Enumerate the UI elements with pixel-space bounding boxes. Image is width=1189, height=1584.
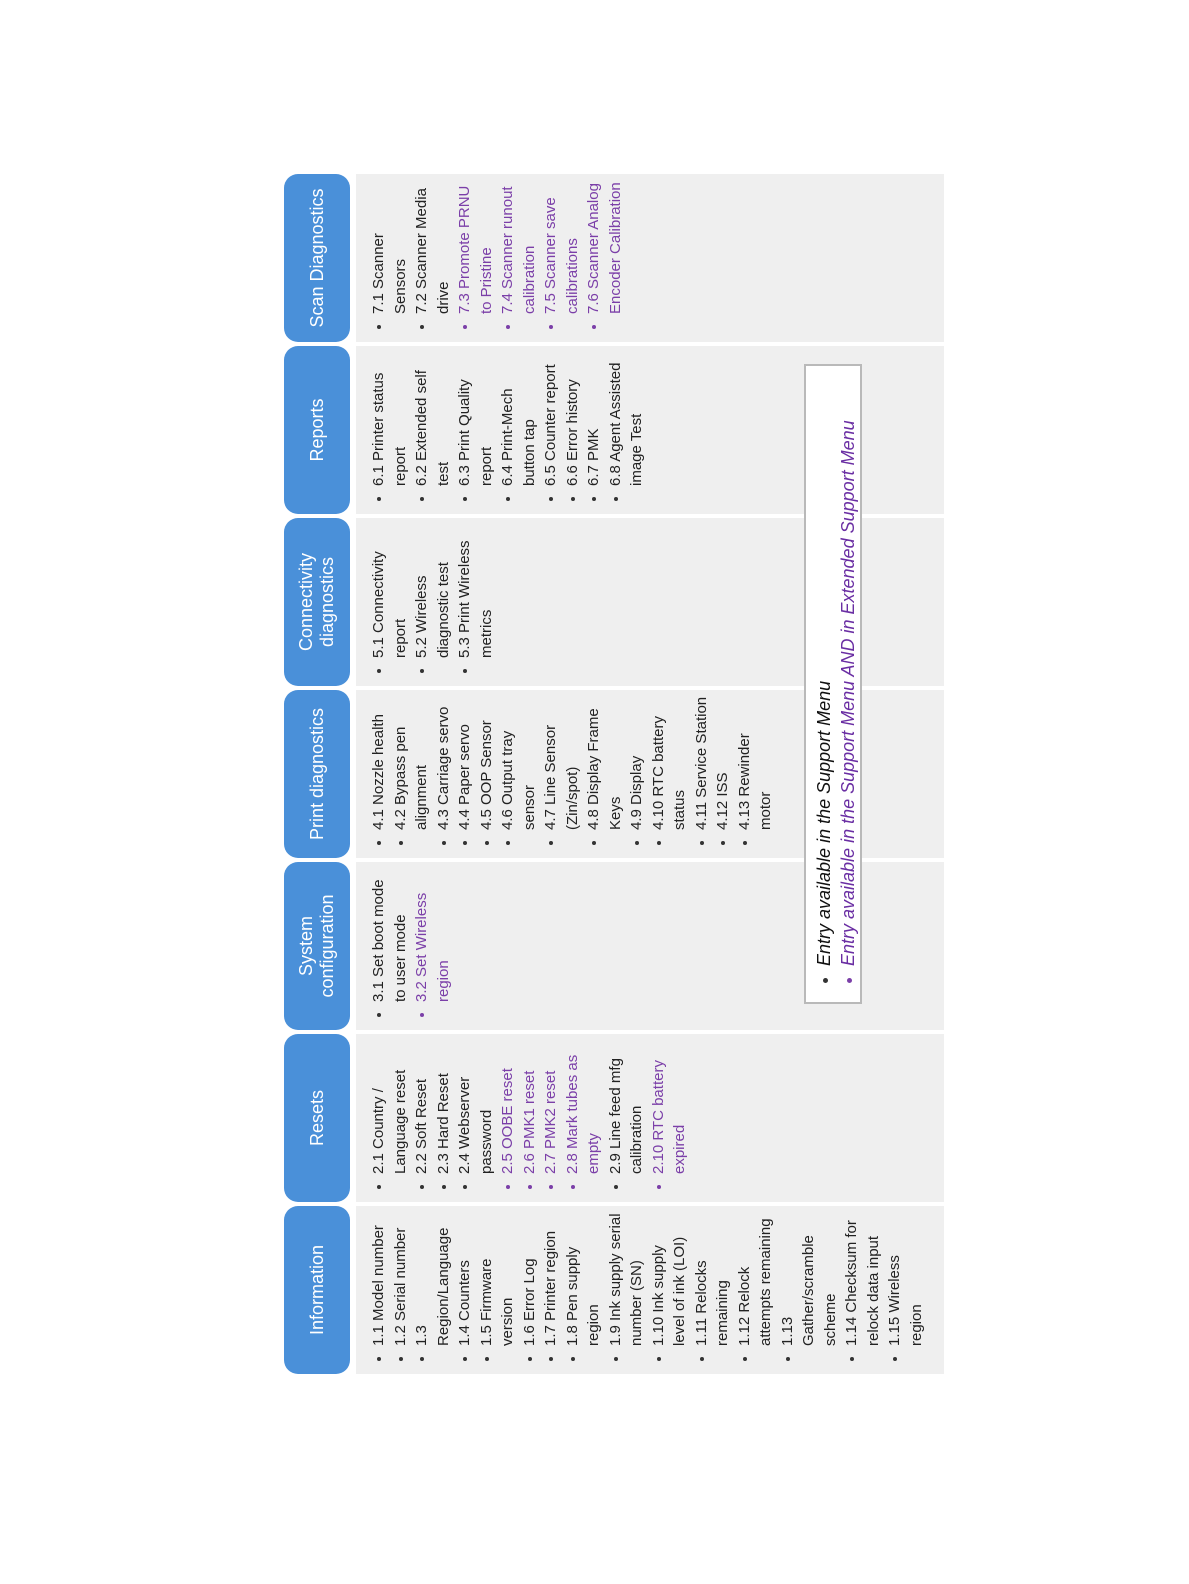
list-item: • 1.10 Ink supply level of ink (LOI)	[648, 1212, 691, 1346]
legend-support-menu: • Entry available in the Support Menu	[812, 366, 836, 966]
list-item: • 2.10 RTC battery expired	[648, 1040, 691, 1174]
list-item: • 7.5 Scanner save calibrations	[540, 180, 583, 314]
column-panel	[356, 174, 944, 342]
list-item: • 1.11 Relocks remaining	[691, 1212, 734, 1346]
list-item: • 2.7 PMK2 reset	[540, 1040, 562, 1174]
list-item: • 1.8 Pen supply region	[562, 1212, 605, 1346]
list-item: • 3.1 Set boot mode to user mode	[368, 868, 411, 1002]
list-item: • 1.4 Counters	[454, 1212, 476, 1346]
column-header: Scan Diagnostics	[284, 174, 350, 342]
list-item: • 4.4 Paper servo	[454, 696, 476, 830]
column-header: Connectivity diagnostics	[284, 518, 350, 686]
list-item: • 2.9 Line feed mfg calibration	[605, 1040, 648, 1174]
list-item: • 4.12 ISS	[712, 696, 734, 830]
list-item: • 1.1 Model number	[368, 1212, 390, 1346]
column-header: System configuration	[284, 862, 350, 1030]
rotated-table	[284, 174, 944, 1374]
list-item: • 4.13 Rewinder motor	[734, 696, 777, 830]
list-item: • 2.3 Hard Reset	[433, 1040, 455, 1174]
item-list	[368, 352, 648, 506]
column-scan-diagnostics	[284, 174, 944, 342]
column-header: Reports	[284, 346, 350, 514]
list-item: • 4.9 Display	[626, 696, 648, 830]
list-item: • 1.7 Printer region	[540, 1212, 562, 1346]
column-header: Print diagnostics	[284, 690, 350, 858]
item-list	[368, 868, 454, 1022]
column-panel	[356, 1034, 944, 1202]
legend-support-and-extended: • Entry available in the Support Menu AND in Extended Support Menu	[836, 366, 860, 966]
item-list	[368, 1040, 691, 1194]
list-item: • 6.2 Extended self test	[411, 352, 454, 486]
column-panel	[356, 1206, 944, 1374]
list-item: • 1.2 Serial number	[390, 1212, 412, 1346]
list-item: • 1.5 Firmware version	[476, 1212, 519, 1346]
list-item: • 2.2 Soft Reset	[411, 1040, 433, 1174]
list-item: • 2.8 Mark tubes as empty	[562, 1040, 605, 1174]
list-item: • 6.7 PMK	[583, 352, 605, 486]
list-item: • 1.9 Ink supply serial number (SN)	[605, 1212, 648, 1346]
list-item: • 6.6 Error history	[562, 352, 584, 486]
list-item: • 1.15 Wireless region	[884, 1212, 927, 1346]
list-item: • 6.3 Print Quality report	[454, 352, 497, 486]
list-item: • 7.2 Scanner Media drive	[411, 180, 454, 314]
list-item: • 4.8 Display Frame Keys	[583, 696, 626, 830]
list-item: • 2.1 Country / Language reset	[368, 1040, 411, 1174]
list-item: • 4.10 RTC battery status	[648, 696, 691, 830]
list-item: • 5.2 Wireless diagnostic test	[411, 524, 454, 658]
list-item: • 1.3 Region/Language	[411, 1212, 454, 1346]
list-item: • 6.5 Counter report	[540, 352, 562, 486]
list-item: • 6.8 Agent Assisted image Test	[605, 352, 648, 486]
list-item: • 4.3 Carriage servo	[433, 696, 455, 830]
list-item: • 3.2 Set Wireless region	[411, 868, 454, 1002]
list-item: • 2.5 OOBE reset	[497, 1040, 519, 1174]
list-item: • 7.6 Scanner Analog Encoder Calibration	[583, 180, 626, 314]
item-list	[368, 524, 497, 678]
list-item: • 2.6 PMK1 reset	[519, 1040, 541, 1174]
list-item: • 1.6 Error Log	[519, 1212, 541, 1346]
list-item: • 2.4 Webserver password	[454, 1040, 497, 1174]
list-item: • 4.2 Bypass pen alignment	[390, 696, 433, 830]
column-header: Information	[284, 1206, 350, 1374]
item-list	[368, 1212, 927, 1366]
item-list	[368, 180, 626, 334]
list-item: • 4.7 Line Sensor (Zin/spot)	[540, 696, 583, 830]
list-item: • 7.4 Scanner runout calibration	[497, 180, 540, 314]
column-resets	[284, 1034, 944, 1202]
list-item: • 4.1 Nozzle health	[368, 696, 390, 830]
list-item: • 1.14 Checksum for relock data input	[841, 1212, 884, 1346]
column-header: Resets	[284, 1034, 350, 1202]
legend-box	[804, 364, 862, 1004]
list-item: • 5.3 Print Wireless metrics	[454, 524, 497, 658]
list-item: • 1.12 Relock attempts remaining	[734, 1212, 777, 1346]
list-item: • 1.13 Gather/scramble scheme	[777, 1212, 842, 1346]
list-item: • 6.4 Print-Mech button tap	[497, 352, 540, 486]
list-item: • 7.1 Scanner Sensors	[368, 180, 411, 314]
column-information	[284, 1206, 944, 1374]
list-item: • 4.11 Service Station	[691, 696, 713, 830]
item-list	[368, 696, 777, 850]
list-item: • 4.6 Output tray sensor	[497, 696, 540, 830]
list-item: • 7.3 Promote PRNU to Pristine	[454, 180, 497, 314]
list-item: • 6.1 Printer status report	[368, 352, 411, 486]
list-item: • 5.1 Connectivity report	[368, 524, 411, 658]
list-item: • 4.5 OOP Sensor	[476, 696, 498, 830]
